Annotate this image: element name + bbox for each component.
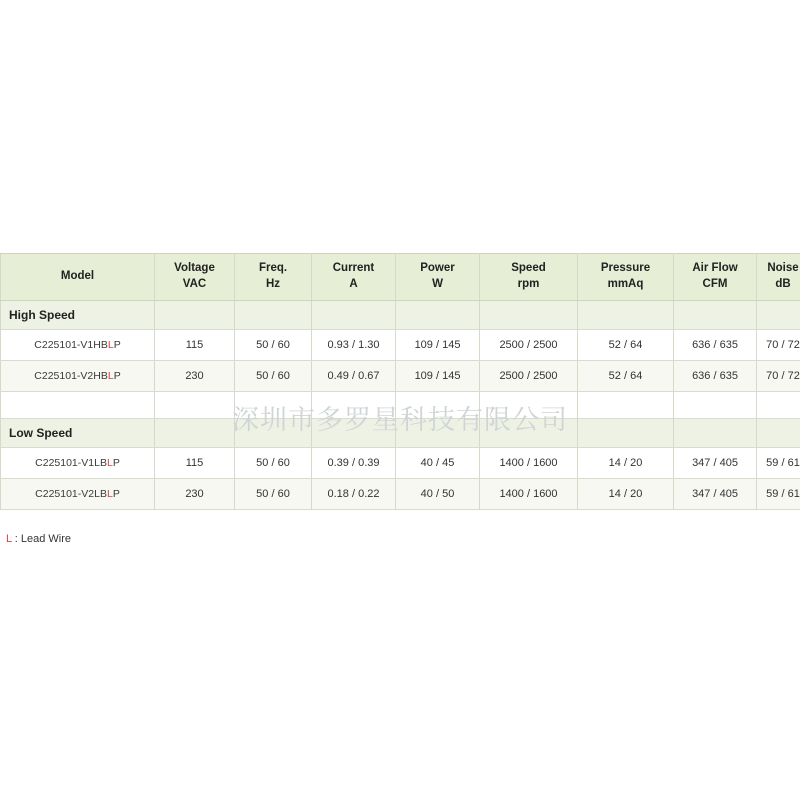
cell-power: 109 / 145	[396, 361, 480, 392]
watermark: 深圳市多罗星科技有限公司	[232, 405, 568, 436]
column-header-power	[396, 254, 480, 301]
cell-pressure: 14 / 20	[578, 448, 674, 479]
section-row-high-speed	[1, 301, 800, 330]
cell-freq: 50 / 60	[235, 479, 312, 510]
model-prefix: C225101-V1HB	[34, 339, 108, 351]
section-label-high-speed: High Speed	[1, 301, 155, 330]
cell-voltage: 230	[155, 479, 235, 510]
spacer-cell	[757, 392, 800, 419]
cell-current: 0.39 / 0.39	[312, 448, 396, 479]
column-header-noise-title: Noise	[767, 262, 799, 275]
column-header-speed-title: Speed	[511, 262, 546, 275]
cell-freq: 50 / 60	[235, 330, 312, 361]
section-filler-cell	[312, 419, 396, 448]
model-prefix: C225101-V1LB	[35, 457, 107, 469]
footnote-text: : Lead Wire	[11, 533, 72, 545]
cell-noise: 70 / 72	[757, 361, 800, 392]
cell-voltage: 115	[155, 330, 235, 361]
model-suffix: P	[112, 457, 120, 469]
column-header-speed	[480, 254, 578, 301]
section-filler-cell	[155, 419, 235, 448]
column-header-current-unit: A	[349, 278, 358, 290]
footnote	[6, 533, 71, 545]
column-header-airflow	[674, 254, 757, 301]
column-header-voltage	[155, 254, 235, 301]
section-filler-cell	[578, 301, 674, 330]
section-filler-cell	[757, 301, 800, 330]
cell-airflow: 636 / 635	[674, 330, 757, 361]
section-filler-cell	[674, 419, 757, 448]
cell-pressure: 52 / 64	[578, 361, 674, 392]
column-header-pressure-title: Pressure	[600, 262, 651, 275]
cell-noise: 59 / 61	[757, 479, 800, 510]
section-filler-cell	[396, 301, 480, 330]
cell-current: 0.93 / 1.30	[312, 330, 396, 361]
table-header	[1, 254, 800, 301]
section-filler-cell	[312, 301, 396, 330]
column-header-voltage-title: Voltage	[174, 262, 215, 275]
model-lead-mark: L	[107, 370, 114, 382]
specification-table	[0, 253, 800, 510]
table-spacer-row	[1, 392, 800, 419]
table-header-row	[1, 254, 800, 301]
cell-airflow: 347 / 405	[674, 448, 757, 479]
column-header-current-title: Current	[332, 262, 375, 275]
spacer-cell	[235, 392, 312, 419]
model-lead-mark: L	[106, 488, 113, 500]
column-header-freq-title: Freq.	[258, 262, 288, 275]
model-lead-mark: L	[107, 339, 114, 351]
cell-power: 40 / 45	[396, 448, 480, 479]
spacer-cell	[155, 392, 235, 419]
cell-freq: 50 / 60	[235, 361, 312, 392]
table-row	[1, 448, 800, 479]
spacer-cell	[674, 392, 757, 419]
spacer-cell	[578, 392, 674, 419]
section-filler-cell	[757, 419, 800, 448]
footnote-mark: L	[6, 533, 12, 545]
cell-voltage: 230	[155, 361, 235, 392]
section-label-low-speed: Low Speed	[1, 419, 155, 448]
table-row	[1, 330, 800, 361]
column-header-freq	[235, 254, 312, 301]
cell-noise: 59 / 61	[757, 448, 800, 479]
section-filler-cell	[396, 419, 480, 448]
cell-model	[1, 361, 155, 392]
section-row-low-speed	[1, 419, 800, 448]
column-header-noise	[757, 254, 800, 301]
spacer-cell	[1, 392, 155, 419]
section-filler-cell	[235, 419, 312, 448]
column-header-speed-unit: rpm	[517, 278, 540, 290]
cell-power: 40 / 50	[396, 479, 480, 510]
section-filler-cell	[480, 419, 578, 448]
table-row	[1, 479, 800, 510]
cell-pressure: 52 / 64	[578, 330, 674, 361]
cell-model	[1, 479, 155, 510]
spacer-cell	[312, 392, 396, 419]
spec-sheet	[0, 253, 800, 510]
column-header-airflow-title: Air Flow	[692, 262, 738, 275]
cell-current: 0.49 / 0.67	[312, 361, 396, 392]
column-header-freq-unit: Hz	[265, 278, 281, 290]
section-filler-cell	[235, 301, 312, 330]
cell-speed: 1400 / 1600	[480, 448, 578, 479]
section-filler-cell	[674, 301, 757, 330]
section-filler-cell	[155, 301, 235, 330]
column-header-power-title: Power	[420, 262, 455, 275]
cell-speed: 2500 / 2500	[480, 361, 578, 392]
cell-noise: 70 / 72	[757, 330, 800, 361]
cell-model	[1, 330, 155, 361]
column-header-model	[1, 254, 155, 301]
model-suffix: P	[113, 370, 121, 382]
column-header-voltage-unit: VAC	[182, 278, 207, 290]
section-filler-cell	[578, 419, 674, 448]
table-row	[1, 361, 800, 392]
table-body	[1, 301, 800, 510]
column-header-model-title: Model	[60, 270, 95, 283]
section-filler-cell	[480, 301, 578, 330]
cell-airflow: 636 / 635	[674, 361, 757, 392]
model-suffix: P	[113, 339, 121, 351]
column-header-pressure-unit: mmAq	[607, 278, 644, 290]
cell-model	[1, 448, 155, 479]
spacer-cell	[396, 392, 480, 419]
spacer-cell	[480, 392, 578, 419]
cell-freq: 50 / 60	[235, 448, 312, 479]
cell-speed: 1400 / 1600	[480, 479, 578, 510]
model-prefix: C225101-V2LB	[35, 488, 107, 500]
column-header-power-unit: W	[432, 278, 443, 290]
column-header-noise-unit: dB	[775, 278, 791, 290]
column-header-pressure	[578, 254, 674, 301]
cell-power: 109 / 145	[396, 330, 480, 361]
model-lead-mark: L	[106, 457, 113, 469]
cell-current: 0.18 / 0.22	[312, 479, 396, 510]
cell-voltage: 115	[155, 448, 235, 479]
cell-pressure: 14 / 20	[578, 479, 674, 510]
model-suffix: P	[112, 488, 120, 500]
column-header-airflow-unit: CFM	[702, 278, 728, 290]
column-header-current	[312, 254, 396, 301]
cell-airflow: 347 / 405	[674, 479, 757, 510]
model-prefix: C225101-V2HB	[34, 370, 108, 382]
cell-speed: 2500 / 2500	[480, 330, 578, 361]
